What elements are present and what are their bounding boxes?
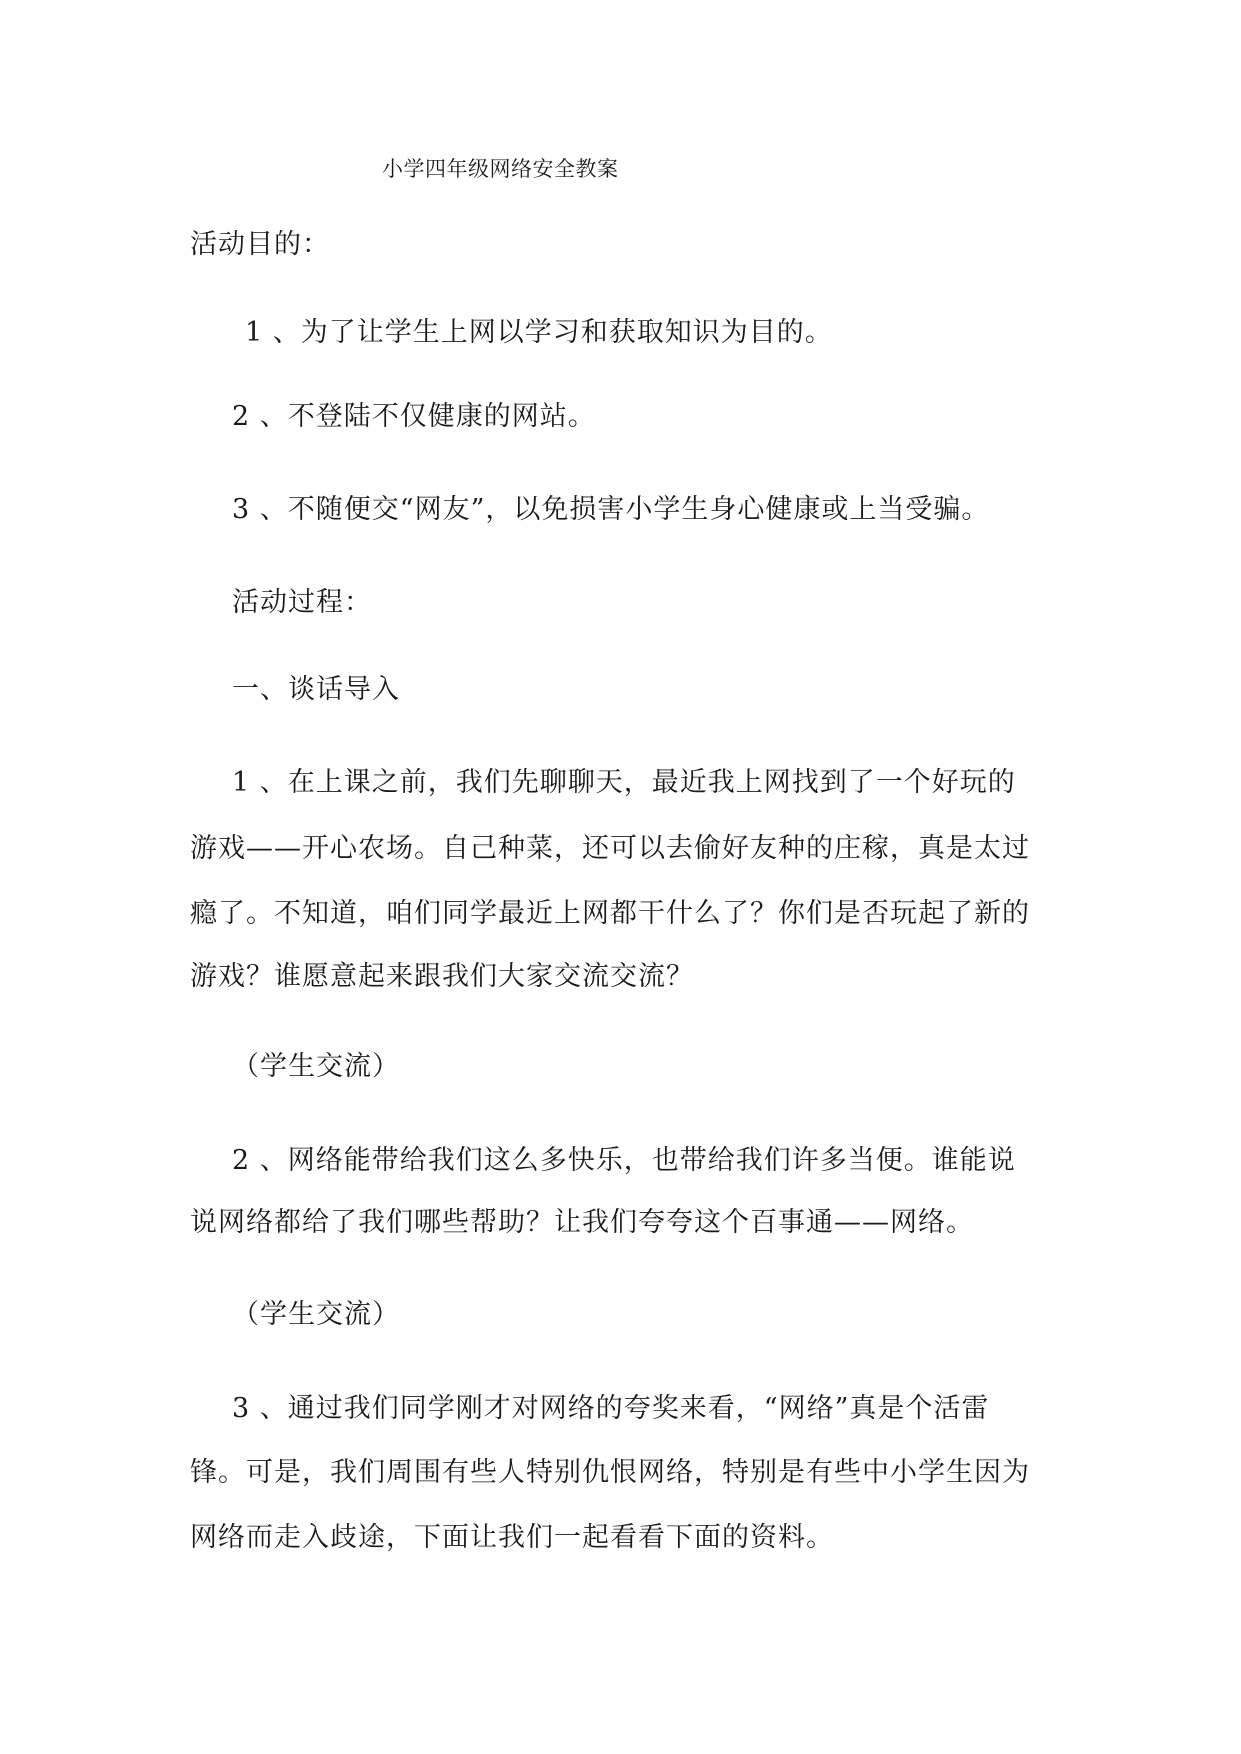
paragraph-line: 说网络都给了我们哪些帮助？让我们夸夸这个百事通——网络。 bbox=[190, 1207, 974, 1238]
process-heading: 活动过程： bbox=[232, 587, 372, 618]
paragraph-line: 游戏——开心农场。自己种菜，还可以去偷好友种的庄稼，真是太过 bbox=[190, 833, 1030, 864]
objective-item: 1 、为了让学生上网以学习和获取知识为目的。 bbox=[245, 317, 833, 348]
paragraph-line: 网络而走入歧途，下面让我们一起看看下面的资料。 bbox=[190, 1522, 834, 1553]
section-heading: 一、谈话导入 bbox=[232, 674, 400, 705]
paragraph-line: 锋。可是，我们周围有些人特别仇恨网络，特别是有些中小学生因为 bbox=[190, 1457, 1030, 1488]
student-exchange-note: （学生交流） bbox=[232, 1299, 400, 1330]
activity-goal-heading: 活动目的： bbox=[190, 229, 330, 260]
paragraph-line: 2 、网络能带给我们这么多快乐，也带给我们许多当便。谁能说 bbox=[232, 1145, 1016, 1176]
objective-item: 2 、不登陆不仅健康的网站。 bbox=[232, 401, 596, 432]
paragraph-line: 3 、通过我们同学刚才对网络的夸奖来看，“网络”真是个活雷 bbox=[232, 1393, 990, 1424]
paragraph-line: 游戏？谁愿意起来跟我们大家交流交流？ bbox=[190, 961, 694, 992]
document-title: 小学四年级网络安全教案 bbox=[382, 157, 619, 181]
student-exchange-note: （学生交流） bbox=[232, 1051, 400, 1082]
paragraph-line: 瘾了。不知道，咱们同学最近上网都干什么了？你们是否玩起了新的 bbox=[190, 898, 1030, 929]
objective-item: 3 、不随便交“网友”，以免损害小学生身心健康或上当受骗。 bbox=[232, 494, 990, 525]
paragraph-line: 1 、在上课之前，我们先聊聊天，最近我上网找到了一个好玩的 bbox=[232, 767, 1016, 798]
